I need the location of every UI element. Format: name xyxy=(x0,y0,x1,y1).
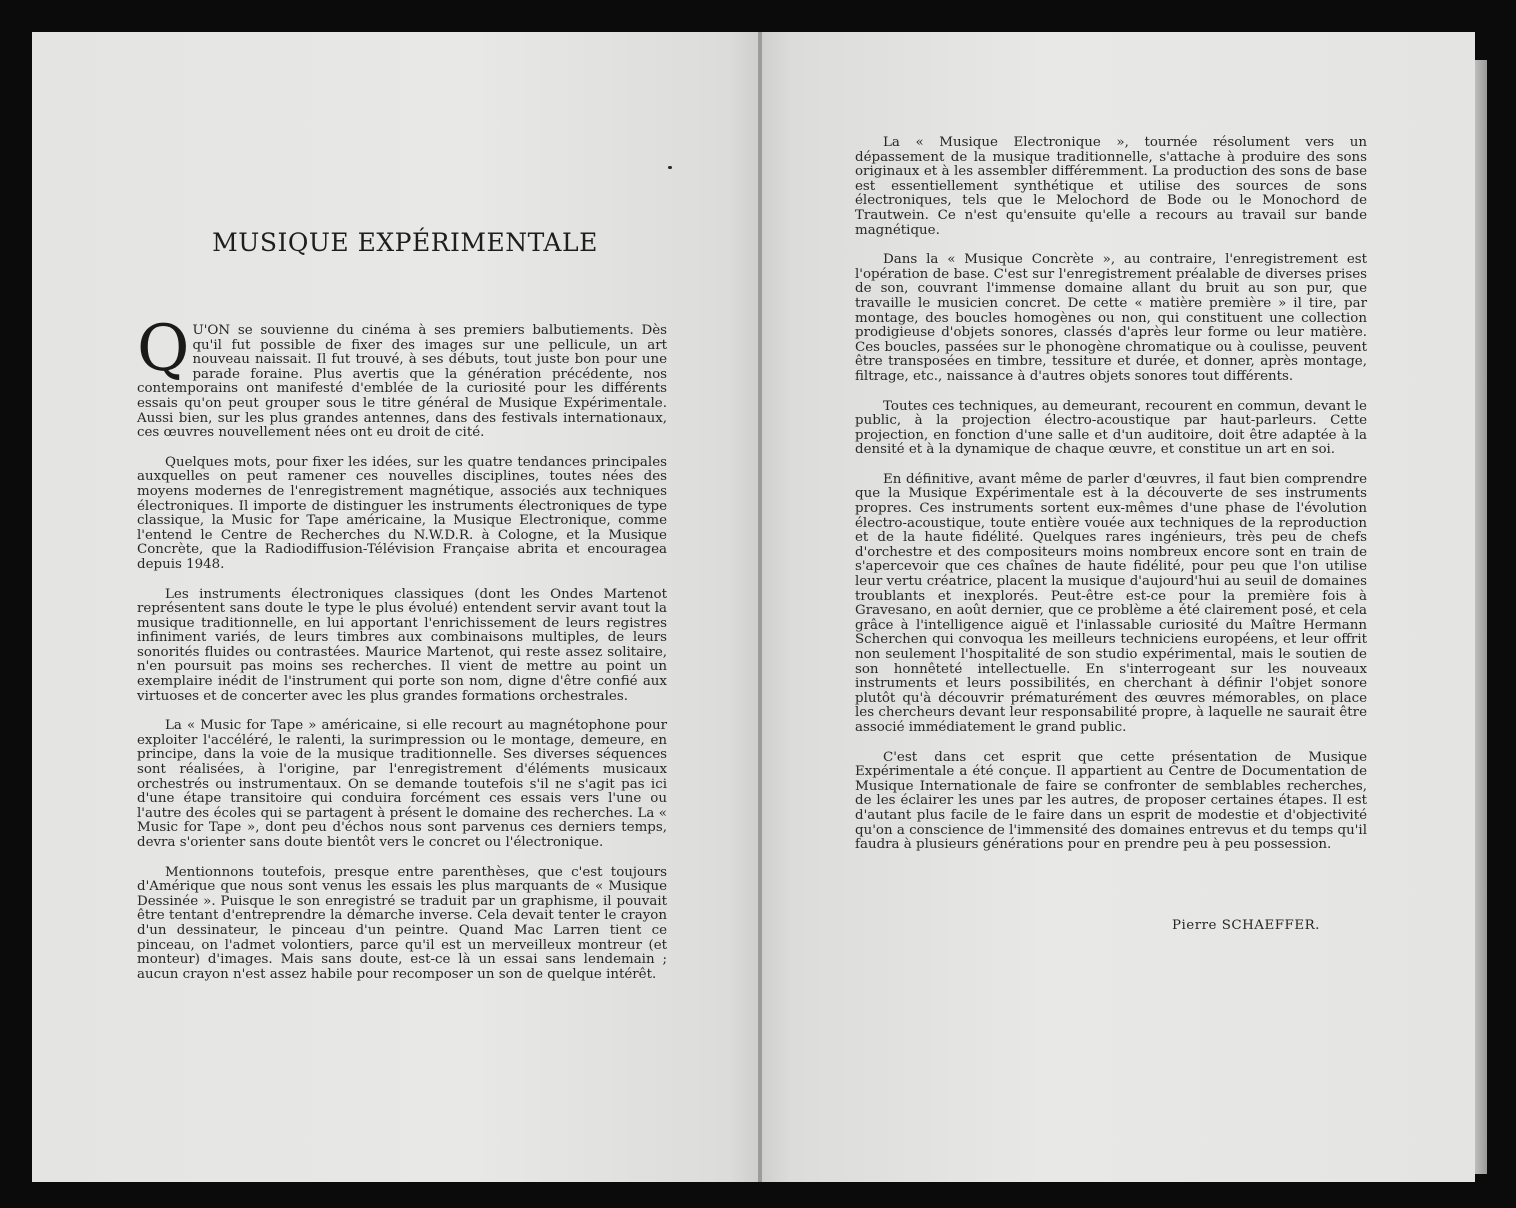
paragraph: Les instruments électroniques classiques (dont les Ondes Martenot représentent sans doute le type le plus évolué) entendent servir avant tout la musique traditionnelle, en lui apportant l'enrichissement de leurs registres infiniment variés, de leurs timbres aux combinaisons multiples, de leurs sonorités fluides ou contrastées. Maurice Martenot, qui reste assez solitaire, n'en poursuit pas moins ses recherches. Il vient de mettre au point un exemplaire inédit de l'instrument qui porte son nom, digne d'être confié aux virtuoses et de concerter avec les plus grandes formations orchestrales. xyxy=(137,586,667,704)
paragraph: Quelques mots, pour fixer les idées, sur les quatre tendances principales auxquelles on peut ramener ces nouvelles disciplines, toutes nées des moyens modernes de l'enregistrement magnétique, associés aux techniques électroniques. Il importe de distinguer les instruments électroniques de type classique, la Music for Tape américaine, la Musique Electronique, comme l'entend le Centre de Recherches du N.W.D.R. à Cologne, et la Musique Concrète, que la Radiodiffusion-Télévision Française abrita et encouragea depuis 1948. xyxy=(137,454,667,572)
left-column xyxy=(137,312,667,997)
right-column xyxy=(855,136,1367,868)
paragraph: Dans la « Musique Concrète », au contraire, l'enregistrement est l'opération de base. C'est sur l'enregistrement préalable de diverses prises de son, couvrant l'immense domaine allant du bruit au son pur, que travaille le musicien concret. De cette « matière première » il tire, par montage, des boucles homogènes ou non, qui constituent une collection prodigieuse d'objets sonores, classés d'après leur forme ou leur matière. Ces boucles, passées sur le phonogène chromatique ou à coulisse, peuvent être transposées en timbre, tessiture et durée, et donner, après montage, filtrage, etc., naissance à d'autres objets sonores tout différents. xyxy=(855,252,1367,384)
ink-spot xyxy=(668,166,672,169)
right-page xyxy=(762,32,1475,1182)
paragraph: La « Music for Tape » américaine, si elle recourt au magnétophone pour exploiter l'accéléré, le ralenti, la surimpression ou le montage, demeure, en principe, dans la voie de la musique traditionnelle. Ses diverses séquences sont réalisées, à l'origine, par l'enregistrement d'éléments musicaux orchestrés ou instrumentaux. On se demande toutefois s'il ne s'agit pas ici d'une étape transitoire qui conduira forcément ces essais vers l'une ou l'autre des écoles qui se partagent à présent le domaine des recherches. La « Music for Tape », dont peu d'échos nous sont parvenus ces derniers temps, devra s'orienter sans doute bientôt vers le concret ou l'électronique. xyxy=(137,718,667,850)
author-signature: Pierre SCHAEFFER. xyxy=(1172,918,1320,933)
paragraph: La « Musique Electronique », tournée résolument vers un dépassement de la musique traditionnelle, s'attache à produire des sons originaux et à les assembler différemment. La production des sons de base est essentiellement synthétique et utilise des sources de sons électroniques, tels que le Melochord de Bode ou le Monochord de Trautwein. Ce n'est qu'ensuite qu'elle a recours au travail sur bande magnétique. xyxy=(855,135,1367,238)
paragraph: C'est dans cet esprit que cette présentation de Musique Expérimentale a été conçue. Il appartient au Centre de Documentation de Musique Internationale de faire se confronter de semblables recherches, de les éclairer les unes par les autres, de proposer certaines étapes. Il est d'autant plus facile de le faire dans un esprit de modestie et d'objectivité qu'on a conscience de l'immensité des domaines entrevus et du temps qu'il faudra à plusieurs générations pour en prendre peu à peu possession. xyxy=(855,749,1367,853)
paragraph xyxy=(137,312,667,441)
page-title: MUSIQUE EXPÉRIMENTALE xyxy=(212,228,598,257)
drop-cap: Q xyxy=(137,312,190,386)
paragraph: En définitive, avant même de parler d'œuvres, il faut bien comprendre que la Musique Expérimentale est à la découverte de ses instruments propres. Ces instruments sortent eux-mêmes d'une phase de l'évolution électro-acoustique, toute entière vouée aux techniques de la reproduction et de la haute fidélité. Quelques rares ingénieurs, très peu de chefs d'orchestre et des compositeurs moins nombreux encore sont en train de s'apercevoir que ces chaînes de haute fidélité, pour peu que l'on utilise leur vertu créatrice, placent la musique d'aujourd'hui au seuil de domaines troublants et inexplorés. Peut-être est-ce pour la première fois à Gravesano, en août dernier, que ce problème a été clairement posé, et cela grâce à l'intelligence aiguë et l'inlassable curiosité du Maître Hermann Scherchen qui convoqua les meilleurs techniciens européens, et leur offrit non seulement l'hospitalité de son studio expérimental, mais le soutien de son honnêteté intellectuelle. En s'interrogeant sur les nouveaux instruments et leurs possibilités, en cherchant à définir l'objet sonore plutôt qu'à découvrir prématurément des œuvres mémorables, on place les chercheurs devant leur responsabilité propre, à laquelle ne saurait être associé immédiatement le grand public. xyxy=(855,471,1367,735)
paragraph: Toutes ces techniques, au demeurant, recourent en commun, devant le public, à la projection électro-acoustique par haut-parleurs. Cette projection, en fonction d'une salle et d'un auditoire, doit être adaptée à la densité et à la dynamique de chaque œuvre, et constitue un art en soi. xyxy=(855,398,1367,458)
left-page xyxy=(32,32,758,1182)
paragraph: Mentionnons toutefois, presque entre parenthèses, que c'est toujours d'Amérique que nous sont venus les essais les plus marquants de « Musique Dessinée ». Puisque le son enregistré se traduit par un graphisme, il pouvait être tentant d'entreprendre la démarche inverse. Cela devait tenter le crayon d'un dessinateur, le pinceau d'un peintre. Quand Mac Larren tient ce pinceau, on l'admet volontiers, parce qu'il est un merveilleux montreur (et monteur) d'images. Mais sans doute, est-ce là un essai sans lendemain ; aucun crayon n'est assez habile pour recomposer un son de quelque intérêt. xyxy=(137,864,667,982)
page-edge xyxy=(1475,60,1487,1174)
paragraph-text: U'ON se souvienne du cinéma à ses premiers balbutiements. Dès qu'il fut possible de fixer des images sur une pellicule, un art nouveau naissait. Il fut trouvé, à ses débuts, tout juste bon pour une parade foraine. Plus avertis que la génération précédente, nos contemporains ont manifesté d'emblée de la curiosité pour les différents essais qu'on peut grouper sous le titre général de Musique Expérimentale. Aussi bien, sur les plus grandes antennes, dans des festivals internationaux, ces œuvres nouvellement nées ont eu droit de cité. xyxy=(137,323,667,441)
